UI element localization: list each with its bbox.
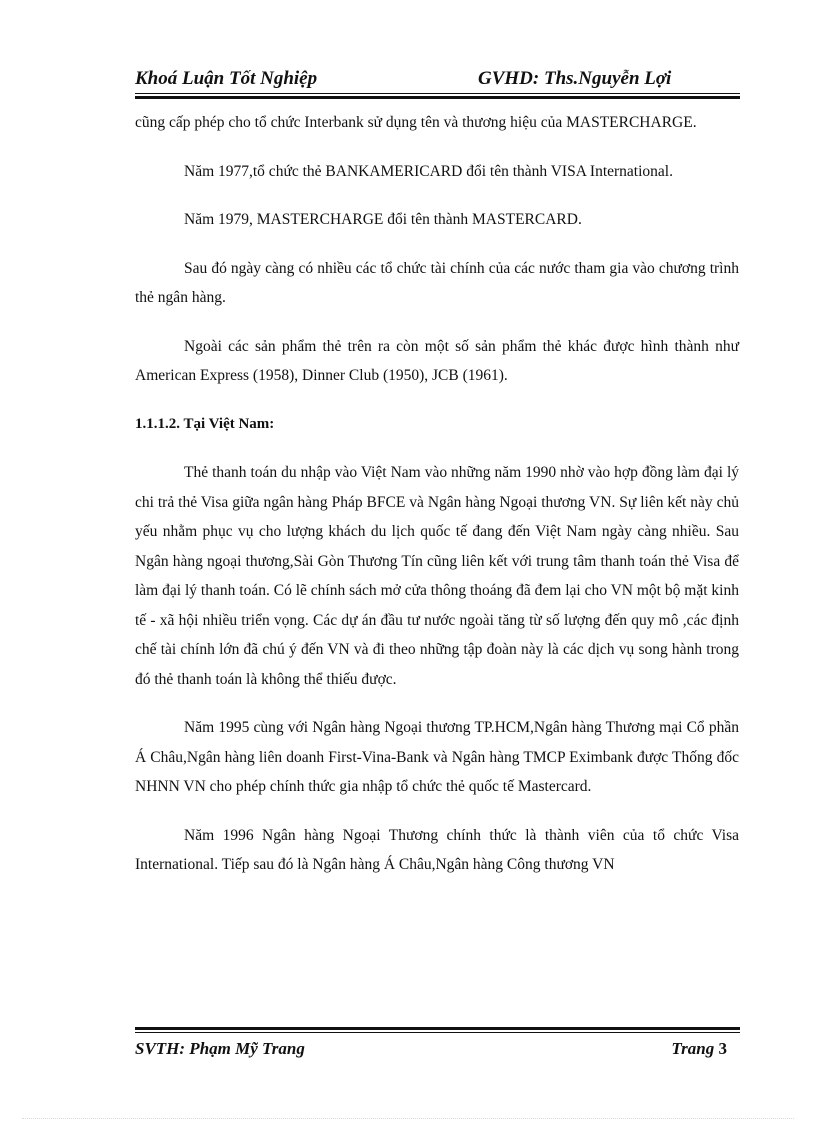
footer-rule-thin <box>135 1032 740 1033</box>
page-label: Trang <box>671 1039 715 1058</box>
advisor-name: GVHD: Ths.Nguyễn Lợi <box>478 68 672 89</box>
paragraph: Sau đó ngày càng có nhiều các tổ chức tài chính của các nước tham gia vào chương trình thẻ ngân hàng. <box>135 259 739 306</box>
page-body <box>135 108 739 899</box>
paragraph: Thẻ thanh toán du nhập vào Việt Nam vào những năm 1990 nhờ vào hợp đồng làm đại lý chi trả thẻ Visa giữa ngân hàng Pháp BFCE và Ngân hàng Ngoại thương VN. Sự liên kết này chủ yếu nhằm phục vụ cho lượng khách du lịch quốc tế đang đến Việt Nam ngày càng nhiều. Sau Ngân hàng ngoại thương,Sài Gòn Thương Tín cũng liên kết với trung tâm thanh toán thẻ Visa để làm đại lý thanh toán. Có lẽ chính sách mở cửa thông thoáng đã đem lại cho VN một bộ mặt kinh tế - xã hội nhiều triển vọng. Các dự án đầu tư nước ngoài tăng từ số lượng đến quy mô ,các định chế tài chính lớn đã chú ý đến VN và đi theo những tập đoàn này là các dịch vụ song hành trong đó thẻ thanh toán là không thể thiếu được. <box>135 464 739 688</box>
document-title: Khoá Luận Tốt Nghiệp <box>135 68 318 89</box>
header-rule-thin <box>135 93 740 94</box>
section-heading: 1.1.1.2. Tại Việt Nam: <box>135 415 275 432</box>
header-rule-thick <box>135 96 740 99</box>
page-footer <box>135 1039 739 1067</box>
paragraph: Năm 1977,tổ chức thẻ BANKAMERICARD đổi tên thành VISA International. <box>184 162 673 180</box>
footer-rule-thick <box>135 1027 740 1030</box>
page-number: 3 <box>718 1039 727 1058</box>
paragraph: cũng cấp phép cho tổ chức Interbank sử dụng tên và thương hiệu của MASTERCHARGE. <box>135 114 697 131</box>
paragraph: Năm 1995 cùng với Ngân hàng Ngoại thương TP.HCM,Ngân hàng Thương mại Cổ phần Á Châu,Ngân hàng liên doanh First-Vina-Bank và Ngân hàng TMCP Eximbank được Thống đốc NHNN VN cho phép chính thức gia nhập tổ chức thẻ quốc tế Mastercard. <box>135 719 739 795</box>
page-indicator <box>671 1039 727 1059</box>
paragraph: Năm 1979, MASTERCHARGE đổi tên thành MASTERCARD. <box>184 211 582 228</box>
paragraph: Ngoài các sản phẩm thẻ trên ra còn một số sản phẩm thẻ khác được hình thành như American Express (1958), Dinner Club (1950), JCB (1961). <box>135 337 739 384</box>
paragraph: Năm 1996 Ngân hàng Ngoại Thương chính thức là thành viên của tổ chức Visa International. Tiếp sau đó là Ngân hàng Á Châu,Ngân hàng Công thương VN <box>135 826 739 873</box>
page-edge-divider <box>22 1118 794 1119</box>
student-name: SVTH: Phạm Mỹ Trang <box>135 1039 305 1058</box>
